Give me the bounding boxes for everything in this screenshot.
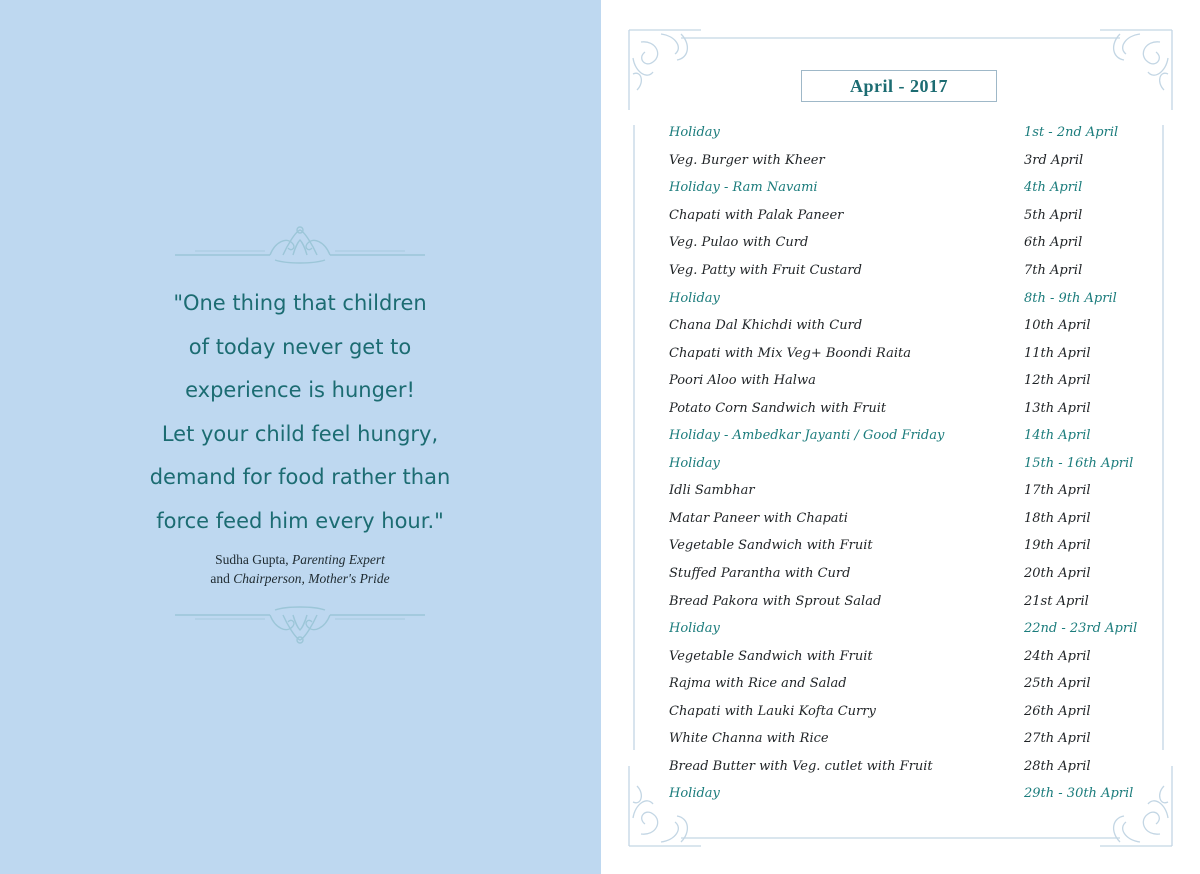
author-line-prefix: and (210, 571, 230, 586)
meal-date: 8th - 9th April (1024, 290, 1117, 306)
holiday-row (669, 780, 1149, 808)
meal-row (669, 697, 1149, 725)
meal-name: Veg. Patty with Fruit Custard (669, 263, 862, 278)
meal-date: 3rd April (1024, 152, 1084, 168)
meal-date: 5th April (1024, 207, 1083, 223)
quote-line: demand for food rather than (149, 465, 451, 489)
meal-name: Bread Butter with Veg. cutlet with Fruit (669, 758, 933, 774)
quote-line: force feed him every hour." (156, 508, 444, 533)
meal-name: Holiday (669, 786, 720, 802)
meal-row (669, 670, 1149, 698)
meal-date: 6th April (1024, 235, 1083, 251)
meal-date: 13th April (1024, 400, 1091, 416)
meal-name: Veg. Pulao with Curd (669, 235, 809, 251)
meal-name: Rajma with Rice and Salad (669, 676, 847, 692)
bottom-flourish-ornament (175, 604, 425, 648)
meal-row (669, 147, 1149, 175)
meal-name: Idli Sambhar (669, 483, 755, 499)
meal-name: Veg. Burger with Kheer (669, 152, 825, 168)
holiday-row (669, 615, 1149, 643)
meal-name: Matar Paneer with Chapati (669, 510, 848, 526)
meal-date: 29th - 30th April (1024, 786, 1134, 802)
meal-date: 15th - 16th April (1024, 455, 1134, 471)
quote-line: experience is hunger! (185, 378, 415, 402)
quote-attribution (120, 550, 480, 588)
meal-date: 25th April (1024, 676, 1091, 692)
meal-date: 17th April (1024, 483, 1091, 499)
menu-list (669, 119, 1149, 808)
author-name: Sudha Gupta, (215, 552, 289, 567)
meal-name: Chapati with Lauki Kofta Curry (669, 703, 876, 719)
meal-name: Holiday - Ambedkar Jayanti / Good Friday (669, 428, 945, 444)
quote-line: of today never get to (188, 334, 412, 359)
meal-row (669, 367, 1149, 395)
meal-date: 11th April (1024, 345, 1091, 361)
meal-name: Bread Pakora with Sprout Salad (669, 593, 882, 609)
meal-name: Holiday - Ram Navami (669, 180, 818, 196)
meal-name: White Channa with Rice (669, 731, 829, 747)
meal-row (669, 394, 1149, 422)
meal-row (669, 753, 1149, 781)
author-role: Chairperson, Mother's Pride (233, 571, 390, 586)
meal-date: 27th April (1024, 731, 1091, 747)
meal-name: Potato Corn Sandwich with Fruit (669, 400, 887, 416)
meal-row (669, 725, 1149, 753)
menu-page (601, 0, 1200, 874)
meal-name: Holiday (669, 455, 720, 471)
meal-name: Holiday (669, 125, 720, 141)
meal-name: Poori Aloo with Halwa (669, 373, 816, 389)
holiday-row (669, 174, 1149, 202)
month-title: April - 2017 (801, 70, 997, 102)
parenting-quote (120, 282, 480, 543)
meal-date: 4th April (1024, 180, 1083, 196)
meal-row (669, 202, 1149, 230)
meal-date: 7th April (1024, 263, 1083, 278)
meal-name: Holiday (669, 621, 720, 637)
holiday-row (669, 422, 1149, 450)
meal-name: Chapati with Palak Paneer (669, 207, 844, 223)
holiday-row (669, 450, 1149, 478)
meal-row (669, 642, 1149, 670)
meal-date: 12th April (1024, 373, 1091, 389)
meal-date: 26th April (1024, 703, 1091, 719)
meal-row (669, 505, 1149, 533)
holiday-row (669, 119, 1149, 147)
meal-date: 20th April (1024, 566, 1091, 582)
meal-name: Chana Dal Khichdi with Curd (669, 318, 863, 334)
meal-name: Stuffed Parantha with Curd (669, 566, 851, 582)
meal-date: 18th April (1024, 510, 1091, 526)
meal-row (669, 339, 1149, 367)
meal-row (669, 532, 1149, 560)
holiday-row (669, 284, 1149, 312)
quote-line: "One thing that children (173, 291, 427, 315)
meal-row (669, 477, 1149, 505)
quote-line: Let your child feel hungry, (161, 421, 439, 446)
meal-date: 19th April (1024, 538, 1091, 554)
meal-row (669, 560, 1149, 588)
meal-date: 1st - 2nd April (1024, 125, 1119, 141)
meal-row (669, 587, 1149, 615)
top-flourish-ornament (175, 222, 425, 266)
meal-name: Holiday (669, 290, 720, 306)
author-title: Parenting Expert (292, 552, 385, 567)
meal-date: 28th April (1024, 758, 1091, 774)
meal-date: 21st April (1024, 593, 1089, 609)
meal-date: 22nd - 23rd April (1024, 621, 1138, 637)
meal-name: Vegetable Sandwich with Fruit (669, 648, 873, 664)
meal-name: Vegetable Sandwich with Fruit (669, 538, 873, 554)
meal-date: 10th April (1024, 318, 1091, 334)
meal-date: 24th April (1024, 648, 1091, 664)
meal-date: 14th April (1024, 428, 1091, 444)
meal-row (669, 312, 1149, 340)
meal-row (669, 257, 1149, 285)
meal-row (669, 229, 1149, 257)
meal-name: Chapati with Mix Veg+ Boondi Raita (669, 345, 911, 361)
